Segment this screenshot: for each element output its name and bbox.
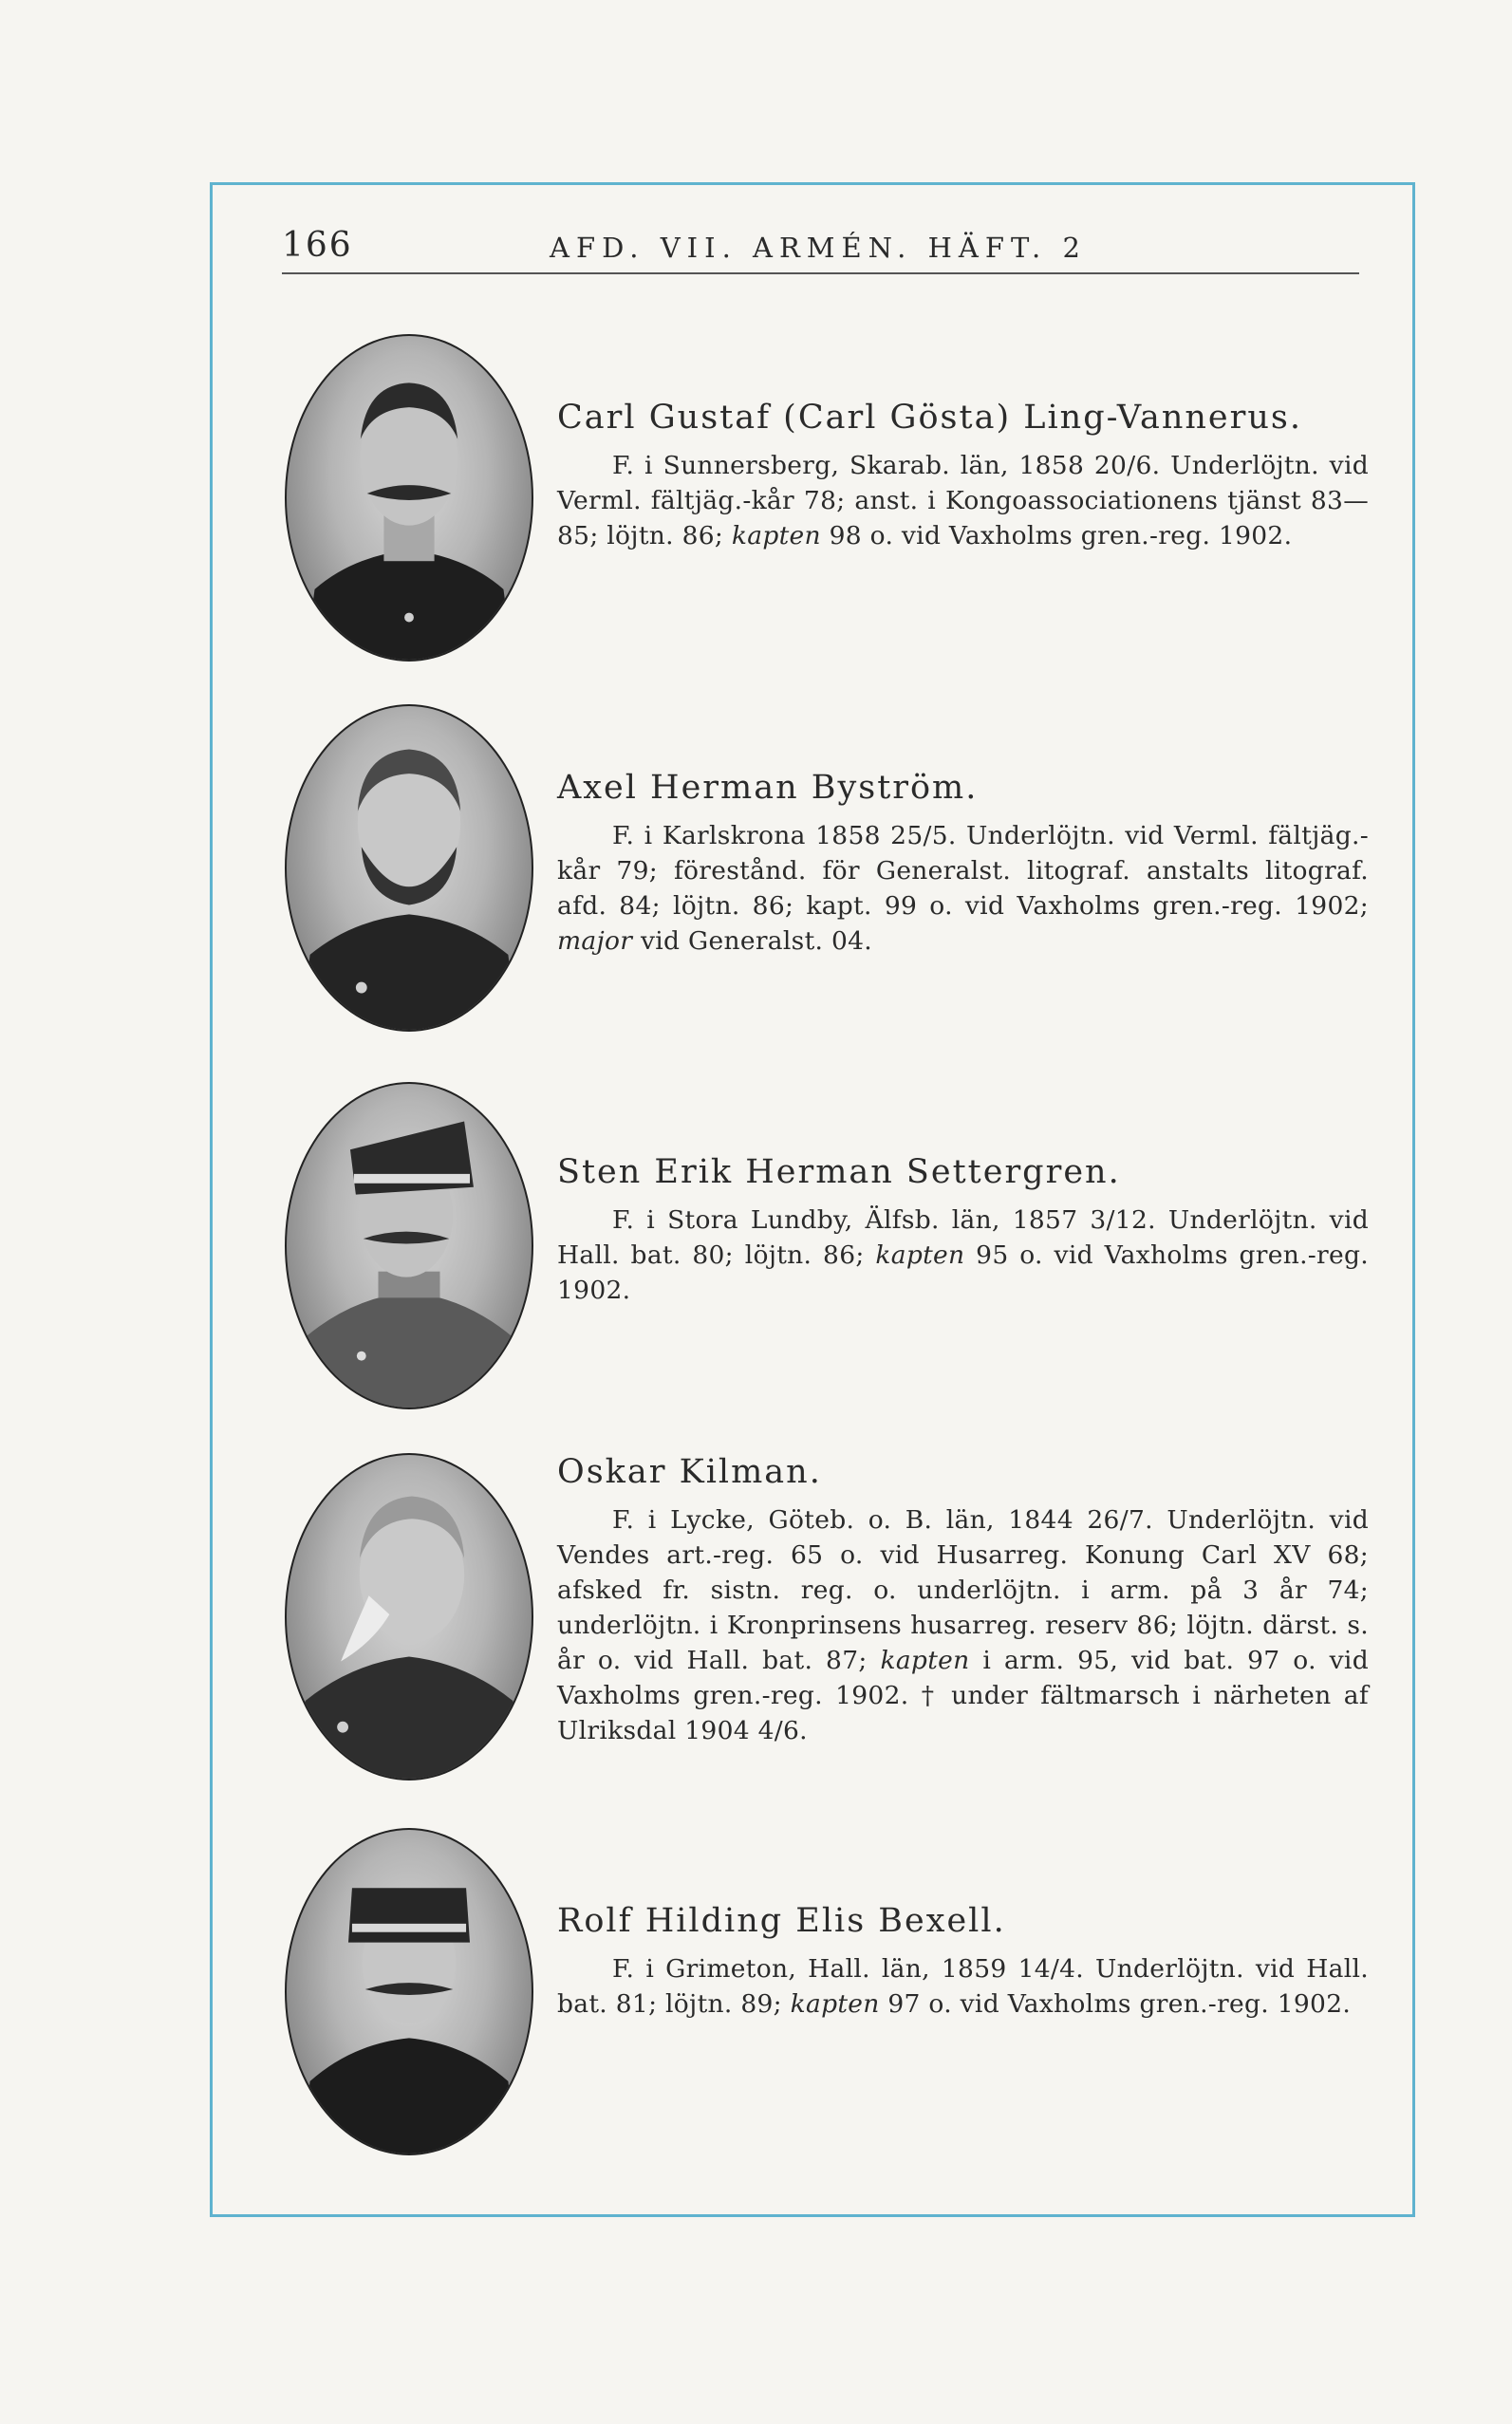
running-title: AFD. VII. ARMÉN. HÄFT. 2 <box>550 232 1087 264</box>
bio-segment: F. i Grimeton, Hall. län, 1859 14/4. Underlöjtn. vid Hall. bat. 81; löjtn. 89; <box>557 1954 1369 2019</box>
person-name: Sten Erik Herman Settergren. <box>557 1153 1121 1191</box>
portrait-photo <box>285 1453 533 1781</box>
bio-segment: 98 o. vid Vaxholms gren.-reg. 1902. <box>820 521 1293 550</box>
bio-segment: vid Generalst. 04. <box>632 926 873 956</box>
rank-italic: kapten <box>875 1240 965 1270</box>
biography-text <box>557 1951 1369 2022</box>
bio-segment: 95 o. vid Vaxholms gren.-reg. 1902. <box>557 1240 1369 1305</box>
rank-italic: kapten <box>880 1646 970 1675</box>
running-header <box>282 220 1359 274</box>
bio-segment: 97 o. vid Vaxholms gren.-reg. 1902. <box>879 1989 1352 2019</box>
rank-italic: major <box>557 926 633 956</box>
biography-text <box>557 1502 1369 1748</box>
person-name: Axel Herman Byström. <box>557 769 979 807</box>
bio-segment: F. i Lycke, Göteb. o. B. län, 1844 26/7. Underlöjtn. vid Vendes art.-reg. 65 o. vid Husarreg. Konung Carl XV 68; afsked fr. sistn. reg. o. underlöjtn. i arm. på 3 år 74; underlöjtn. i Kronprinsens husarreg. reserv 86; löjtn. därst. s. år o. vid Hall. bat. 87; <box>557 1505 1369 1675</box>
bio-segment: F. i Karlskrona 1858 25/5. Underlöjtn. vid Verml. fältjäg.-kår 79; förestånd. för Generalst. litograf. anstalts litograf. afd. 84; löjtn. 86; kapt. 99 o. vid Vaxholms gren.-reg. 1902; <box>557 821 1369 921</box>
portrait-photo <box>285 704 533 1032</box>
person-name: Rolf Hilding Elis Bexell. <box>557 1902 1006 1940</box>
portrait-photo <box>285 1828 533 2155</box>
biography-text <box>557 818 1369 959</box>
bio-segment: i arm. 95, vid bat. 97 o. vid Vaxholms gren.-reg. 1902. † under fältmarsch i närheten af Ulriksdal 1904 4/6. <box>557 1646 1369 1745</box>
rank-italic: kapten <box>731 521 821 550</box>
bio-segment: F. i Stora Lundby, Älfsb. län, 1857 3/12. Underlöjtn. vid Hall. bat. 80; löjtn. 86; <box>557 1205 1369 1270</box>
portrait-photo <box>285 1082 533 1409</box>
portrait-photo <box>285 334 533 662</box>
biography-text <box>557 1203 1369 1308</box>
bio-segment: F. i Sunnersberg, Skarab. län, 1858 20/6. Underlöjtn. vid Verml. fältjäg.-kår 78; anst. i Kongoassociationens tjänst 83—85; löjtn. 86; <box>557 451 1369 550</box>
person-name: Carl Gustaf (Carl Gösta) Ling-Vannerus. <box>557 399 1302 437</box>
page-number: 166 <box>282 226 353 265</box>
biography-text <box>557 448 1369 553</box>
person-name: Oskar Kilman. <box>557 1453 822 1491</box>
rank-italic: kapten <box>790 1989 880 2019</box>
